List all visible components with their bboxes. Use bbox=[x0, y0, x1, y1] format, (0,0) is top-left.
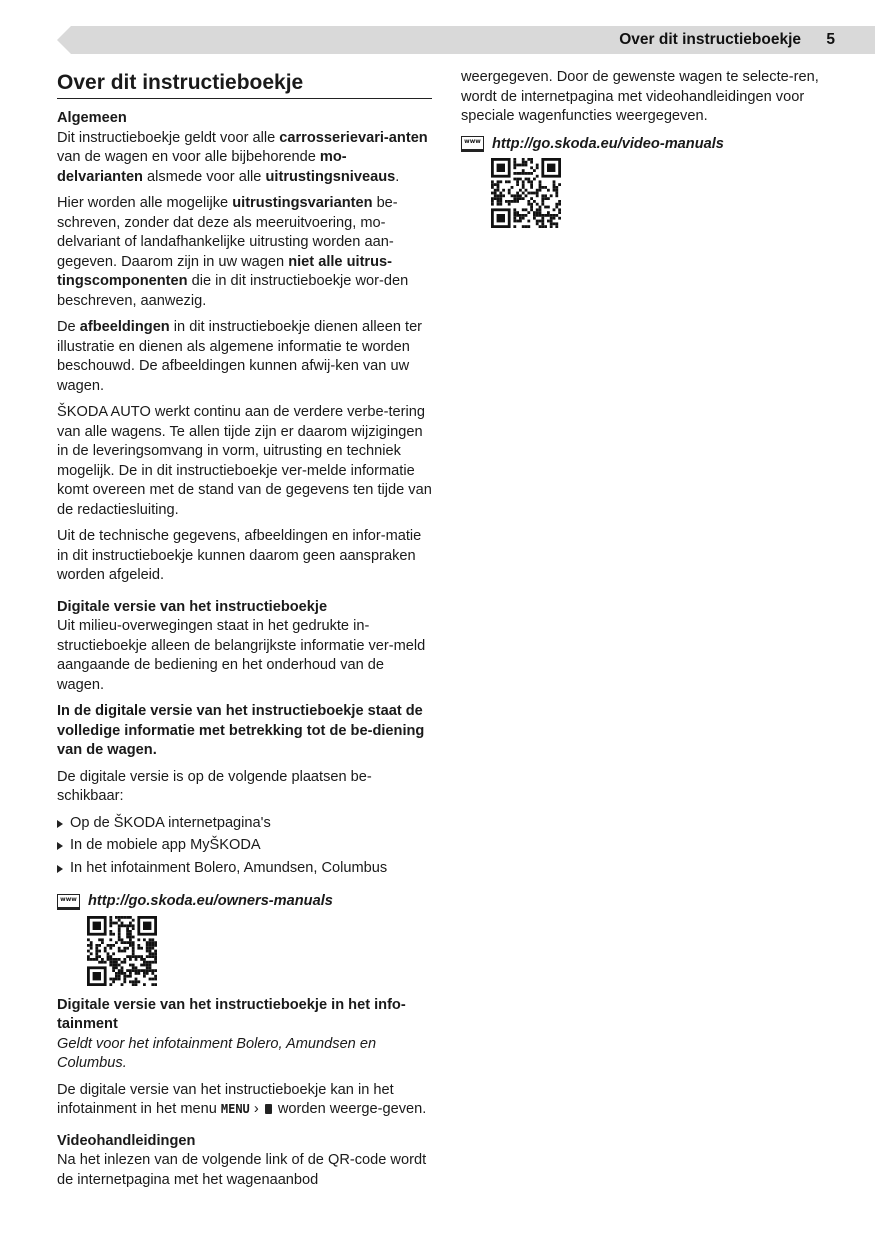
bullet-arrow-icon bbox=[57, 865, 63, 873]
paragraph: weergegeven. Door de gewenste wagen te selecte-ren, wordt de internetpagina met videohandleidingen voor speciale wagenfuncties weergegeven. bbox=[461, 69, 819, 124]
right-column bbox=[461, 68, 841, 238]
left-column bbox=[57, 70, 432, 1197]
section-title-algemeen: Algemeen bbox=[57, 110, 127, 126]
paragraph-italic: Geldt voor het infotainment Bolero, Amundsen en Columbus. bbox=[57, 1035, 377, 1071]
www-icon: www bbox=[57, 894, 80, 910]
list-item: Op de ŠKODA internetpagina's bbox=[57, 814, 432, 834]
menu-key: MENU bbox=[220, 1102, 250, 1116]
paragraph: Dit instructieboekje geldt voor alle carrosserievari-anten van de wagen en voor alle bijbehorende mo-delvarianten alsmede voor alle uitrustingsniveaus. bbox=[57, 129, 428, 185]
section-title-infotainment: Digitale versie van het instructieboekje in het info-tainment bbox=[57, 996, 406, 1032]
page-title: Over dit instructieboekje bbox=[57, 70, 432, 99]
qr-code-owners-manuals[interactable] bbox=[87, 916, 157, 986]
www-icon: www bbox=[461, 136, 484, 152]
list-item: In de mobiele app MyŠKODA bbox=[57, 836, 432, 856]
list-item: In het infotainment Bolero, Amundsen, Columbus bbox=[57, 859, 432, 879]
owners-manual-link-row[interactable] bbox=[57, 892, 432, 912]
paragraph: ŠKODA AUTO werkt continu aan de verdere verbe-tering van alle wagens. Te allen tijde zijn er daarom wijzigingen in de leveringsomvang in vorm, uitrusting en techniek mogelijk. De in dit instructieboekje ver-melde informatie komt overeen met de stand van de gegevens ten tijde van de redactiesluiting. bbox=[57, 404, 432, 518]
page-number: 5 bbox=[826, 31, 835, 48]
paragraph: De digitale versie van het instructieboekje kan in het infotainment in het menu MENU › worden weerge-geven. bbox=[57, 1081, 427, 1117]
paragraph: Na het inlezen van de volgende link of de QR-code wordt de internetpagina met het wagenaanbod bbox=[57, 1152, 427, 1188]
paragraph: Hier worden alle mogelijke uitrustingsvarianten be-schreven, zonder dat deze als meeruitvoering, mo-delvariant of landafhankelijke uitrusting worden aan-gegeven. Daarom zijn in uw wagen niet alle uitrus-tingscomponenten die in dit instructieboekje wor-den beschreven, aanwezig. bbox=[57, 195, 409, 309]
owners-manual-link[interactable]: http://go.skoda.eu/owners-manuals bbox=[88, 893, 333, 909]
running-header-title: Over dit instructieboekje bbox=[619, 31, 801, 48]
manual-icon bbox=[265, 1104, 272, 1114]
availability-list bbox=[57, 814, 432, 879]
paragraph: De afbeeldingen in dit instructieboekje dienen alleen ter illustratie en dienen als algemene informatie te worden beschouwd. De afbeeldingen kunnen afwij-ken van uw wagen. bbox=[57, 319, 423, 394]
paragraph-bold: In de digitale versie van het instructieboekje staat de volledige informatie met betrekking tot de be-diening van de wagen. bbox=[57, 703, 425, 758]
paragraph: De digitale versie is op de volgende plaatsen be-schikbaar: bbox=[57, 768, 372, 804]
video-manuals-link-row[interactable] bbox=[461, 135, 841, 155]
qr-code-video-manuals[interactable] bbox=[491, 158, 561, 228]
section-title-digitale-versie: Digitale versie van het instructieboekje bbox=[57, 598, 328, 615]
section-title-videohandleidingen: Videohandleidingen bbox=[57, 1132, 196, 1149]
bullet-arrow-icon bbox=[57, 842, 63, 850]
bullet-arrow-icon bbox=[57, 820, 63, 828]
paragraph: Uit de technische gegevens, afbeeldingen en infor-matie in dit instructieboekje kunnen daarom geen aanspraken worden afgeleid. bbox=[57, 528, 422, 583]
video-manuals-link[interactable]: http://go.skoda.eu/video-manuals bbox=[492, 135, 724, 152]
paragraph: Uit milieu-overwegingen staat in het gedrukte in-structieboekje alleen de belangrijkste informatie ver-meld aangaande de bediening en het onderhoud van de wagen. bbox=[57, 618, 426, 693]
